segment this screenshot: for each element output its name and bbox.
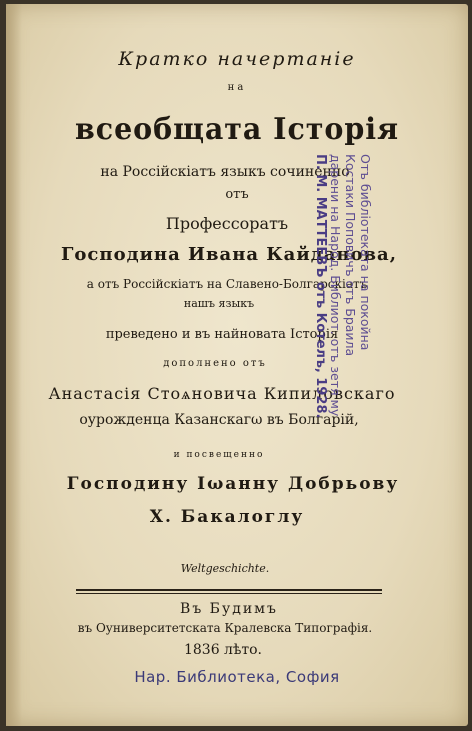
handwritten-note: Weltgeschichte.: [180, 562, 270, 575]
translated-line: преведено и въ найновата Історія: [105, 327, 339, 342]
donation-stamp: [313, 154, 373, 418]
title-line-2: на: [227, 82, 247, 93]
our-language-line: нашъ языкъ: [183, 297, 255, 310]
main-title: всеобщата Історія: [75, 112, 399, 147]
origin-line: оурожденца Казанскагω въ Болгарій,: [79, 412, 359, 428]
professor-line: Профессоратъ: [165, 214, 289, 233]
supplemented-line: дополнено отъ: [163, 358, 267, 369]
donation-stamp-line-2: Костаки Поповичъ отъ Браила: [343, 154, 358, 357]
translator-name: Анастасія Стоѧновича Кипиловскаго: [48, 384, 396, 403]
language-line: на Россійскіатъ языкъ сочиненно: [100, 164, 350, 180]
year-line: 1836 лѣто.: [183, 642, 263, 658]
library-stamp: Нар. Библиотека, София: [134, 668, 340, 686]
dedicatee-name: Господину Іωанну Добрьову: [66, 474, 400, 494]
donation-stamp-line-4: П. М. МАТТЕЕВЪ отъ Котелъ, 1928.: [313, 154, 328, 419]
divider-rule: [76, 589, 382, 591]
dedicatee-surname: Х. Бакалоглу: [149, 507, 305, 527]
printer-line: въ Оуниверситетската Кралевска Типографія.: [77, 621, 373, 635]
place-line: Въ Будимъ: [180, 601, 278, 617]
divider-rule-thin: [76, 593, 382, 594]
donation-stamp-line-3: дарени на Народ. Библиот. отъ зетя му: [328, 154, 343, 417]
author-name: Господина Ивана Кайданова,: [61, 244, 397, 265]
book-title-page: [6, 4, 468, 726]
from-line: отъ: [225, 187, 249, 202]
dedication-line: и посвещенно: [173, 450, 265, 460]
donation-stamp-line-1: Отъ библіотеката на покойна: [358, 154, 373, 351]
translation-line: а отъ Россійскіатъ на Славено-Болгарскіатъ: [86, 277, 368, 291]
title-line-1: Кратко начертаніе: [118, 48, 356, 70]
